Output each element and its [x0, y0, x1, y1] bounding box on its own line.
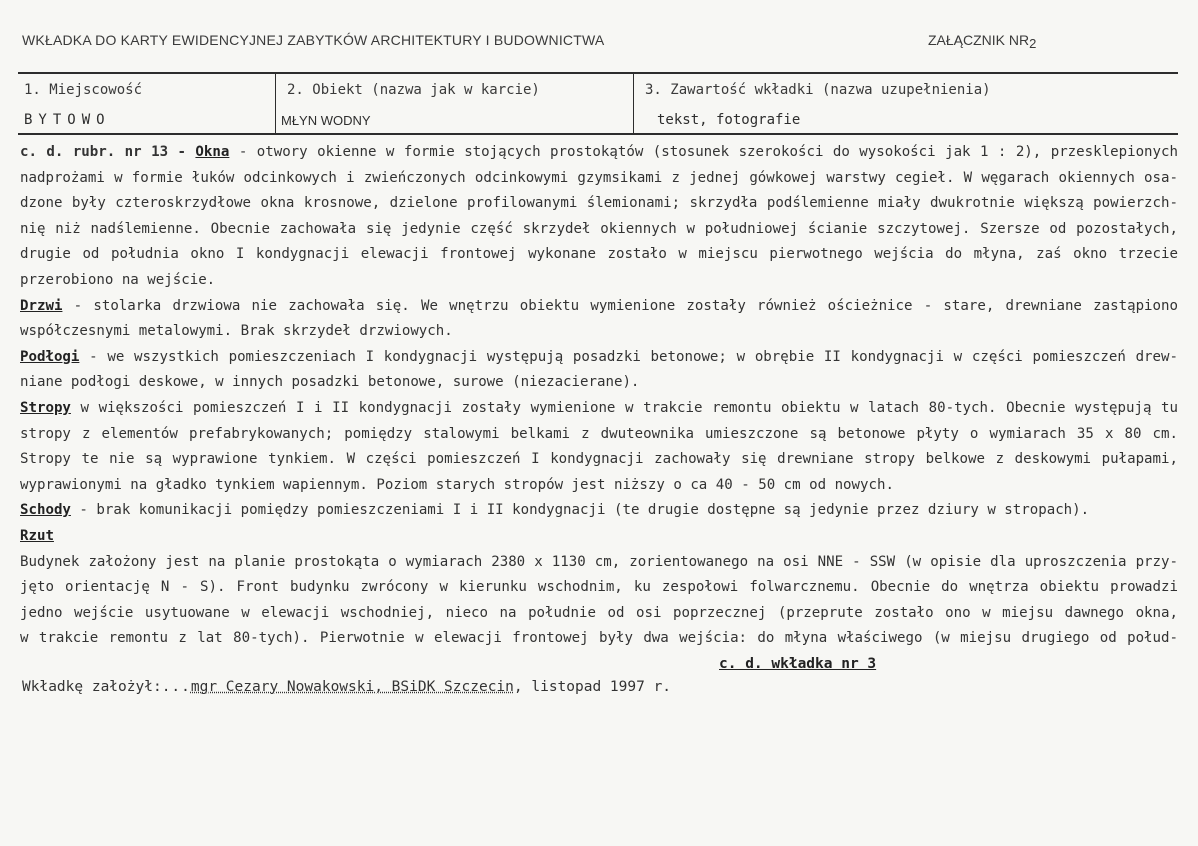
text-line: dzone były czteroskrzydłowe okna krosnowe, dzielone profilowanymi ślemionami; skrzydła podślemienne miały dwukrotnie większą powierzch- [20, 195, 1178, 212]
column-divider-1 [275, 74, 276, 133]
continuation-note: c. d. wkładka nr 3 [719, 656, 877, 672]
author-date: , listopad 1997 r. [513, 679, 672, 695]
section-heading-ceilings: Stropy [20, 399, 71, 416]
section-heading-stairs: Schody [20, 502, 71, 519]
text-line: w trakcie remontu z lat 80-tych). Pierwotnie w elewacji frontowej były dwa wejścia: do młyna właściwego (w miejsu drugiego od połud- [20, 630, 1178, 647]
text-line: jedno wejście usytuowane w elewacji wschodniej, nieco na południe od osi poprzecznej (przeprute zostało ono w miejsu dawnego okna, [20, 604, 1178, 621]
text-line: drugie od południa okno I kondygnacji elewacji frontowej wykonane zostało w miejscu pierwotnego wejścia do młyna, zaś okno trzecie [20, 246, 1178, 263]
annex-label-text: ZAŁĄCZNIK NR [928, 32, 1030, 48]
text-line: jęto orientację N - S). Front budynku zwrócony w kierunku wschodnim, ku zespołowi folwarcznemu. Obecnie do wnętrza obiektu prowadzi [20, 579, 1178, 596]
text-line: nadprożami w formie łuków odcinkowych i zwieńczonych odcinkowymi gzymsikami z jednej gówkowej warstwy cegieł. W węgarach okiennych osa- [20, 169, 1178, 186]
text-line [20, 140, 1178, 166]
annex-number: 2 [1029, 36, 1037, 51]
text-line: Stropy te nie są wyprawione tynkiem. W części pomieszczeń I kondygnacji zachowały się drewniane stropy belkowe z deskowymi pułapami, [20, 451, 1178, 468]
object-value: MŁYN WODNY [281, 113, 371, 128]
text-line: wyprawionymi na gładko tynkiem wapiennym. Poziom starych stropów jest niższy o ca 40 - 50 cm od nowych. [20, 476, 894, 493]
section-heading-floors: Podłogi [20, 348, 80, 365]
text-line: niane podłogi deskowe, w innych posadzki betonowe, surowe (niezacierane). [20, 374, 640, 391]
dotted-filler: ... [161, 679, 191, 695]
text-line [20, 396, 1178, 422]
section-heading-plan: Rzut [20, 527, 54, 544]
text-line [20, 498, 1178, 524]
contents-label: 3. Zawartość wkładki (nazwa uzupełnienia) [645, 82, 991, 98]
text-line: współczesnymi metalowymi. Brak skrzydeł drzwiowych. [20, 323, 453, 340]
locality-label: 1. Miejscowość [24, 82, 143, 98]
text-line: Budynek założony jest na planie prostokąta o wymiarach 2380 x 1130 cm, zorientowanego na osi NNE - SSW (w opisie dla uproszczenia przy- [20, 553, 1178, 570]
column-divider-2 [633, 74, 634, 133]
text-span: - we wszystkich pomieszczeniach I kondygnacji występują posadzki betonowe; w obrębie II kondygnacji w części pomieszczeń drew- [79, 348, 1178, 365]
text-line [20, 345, 1178, 371]
text-span: - stolarka drzwiowa nie zachowała się. We wnętrzu obiektu wymienione zostały również ościeżnice - stare, drewniane zastąpiono [62, 297, 1178, 314]
annex-label [928, 32, 1037, 51]
header-bottom-rule [18, 133, 1178, 135]
author-line [22, 679, 671, 695]
author-label: Wkładkę założył: [22, 679, 162, 695]
description-body [20, 140, 1178, 652]
text-line: stropy z elementów prefabrykowanych; pomiędzy stalowymi belkami z dwuteownika umieszczone są betonowe płyty o wymiarach 35 x 80 cm. [20, 425, 1178, 442]
text-line: przerobiono na wejście. [20, 271, 216, 288]
author-name: mgr Cezary Nowakowski, BSiDK Szczecin [190, 679, 514, 695]
top-rule [18, 72, 1178, 74]
text-span: w większości pomieszczeń I i II kondygnacji zostały wymienione w trakcie remontu obiektu w latach 80-tych. Obecnie występują tu [70, 399, 1178, 416]
text-line [20, 294, 1178, 320]
text-span: - otwory okienne w formie stojących prostokątów (stosunek szerokości do wysokości jak 1 : 2), przesklepionych [229, 144, 1178, 160]
text-span: - brak komunikacji pomiędzy pomieszczeniami I i II kondygnacji (te drugie dostępne są jedynie przez dziury w stropach). [70, 502, 1090, 519]
text-line: nię niż nadślemienne. Obecnie zachowała się jedynie część skrzydeł okiennych w południowej ścianie szczytowej. Szersze od pozostałych, [20, 220, 1178, 237]
contents-value: tekst, fotografie [657, 112, 801, 128]
section-continuation-ref: c. d. rubr. nr 13 - [20, 144, 196, 160]
section-heading-doors: Drzwi [20, 297, 63, 314]
object-label: 2. Obiekt (nazwa jak w karcie) [287, 82, 540, 98]
document-title: WKŁADKA DO KARTY EWIDENCYJNEJ ZABYTKÓW ARCHITEKTURY I BUDOWNICTWA [22, 32, 605, 48]
locality-value: BYTOWO [24, 112, 111, 128]
text-line [20, 524, 1178, 550]
section-heading-windows: Okna [195, 144, 230, 160]
